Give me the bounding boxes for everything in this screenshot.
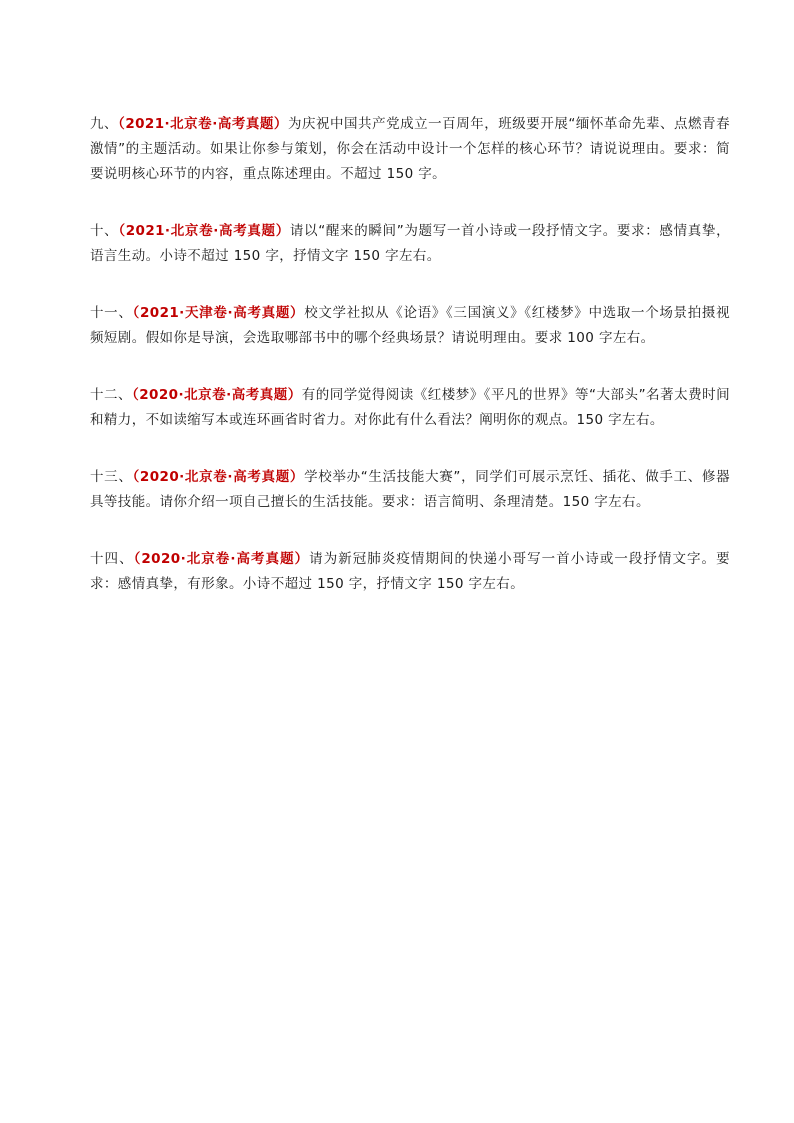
question-source: （2020·北京卷·高考真题） (132, 387, 302, 403)
question-source: （2020·北京卷·高考真题） (132, 469, 305, 485)
question-text: 为庆祝中国共产党成立一百周年，班级要开展“缅怀革命先辈、点燃青春激情”的主题活动。如果让你参与策划，你会在活动中设计一个怎样的核心环节？请说说理由。要求：简要说明核心环节的内容，重点陈述理由。不超过 150 字。 (90, 116, 730, 182)
question-13 (90, 465, 730, 515)
question-text: 请为新冠肺炎疫情期间的快递小哥写一首小诗或一段抒情文字。要求：感情真挚，有形象。小诗不超过 150 字，抒情文字 150 字左右。 (90, 551, 730, 592)
question-text: 校文学社拟从《论语》《三国演义》《红楼梦》中选取一个场景拍摄视频短剧。假如你是导演，会选取哪部书中的哪个经典场景？请说明理由。要求 100 字左右。 (90, 305, 730, 346)
question-source: （2020·北京卷·高考真题） (133, 551, 310, 567)
question-number: 十、 (90, 223, 119, 239)
question-text: 请以“醒来的瞬间”为题写一首小诗或一段抒情文字。要求：感情真挚，语言生动。小诗不超过 150 字，抒情文字 150 字左右。 (90, 223, 730, 264)
question-9 (90, 112, 730, 187)
question-number: 十二、 (90, 387, 133, 403)
question-text: 有的同学觉得阅读《红楼梦》《平凡的世界》等“大部头”名著太费时间和精力，不如读缩写本或连环画省时省力。对你此有什么看法？阐明你的观点。150 字左右。 (90, 387, 730, 428)
question-14 (90, 547, 730, 597)
question-list (90, 112, 730, 629)
question-source: （2021·北京卷·高考真题） (118, 116, 288, 132)
question-10 (90, 219, 730, 269)
question-source: （2021·天津卷·高考真题） (132, 305, 305, 321)
question-11 (90, 301, 730, 351)
question-number: 十三、 (90, 469, 133, 485)
question-text: 学校举办“生活技能大赛”，同学们可展示烹饪、插花、做手工、修器具等技能。请你介绍一项自己擅长的生活技能。要求：语言简明、条理清楚。150 字左右。 (90, 469, 731, 510)
question-12 (90, 383, 730, 433)
question-number: 十四、 (90, 551, 134, 567)
question-number: 十一、 (90, 305, 133, 321)
question-source: （2021·北京卷·高考真题） (118, 223, 290, 239)
question-number: 九、 (90, 116, 119, 132)
